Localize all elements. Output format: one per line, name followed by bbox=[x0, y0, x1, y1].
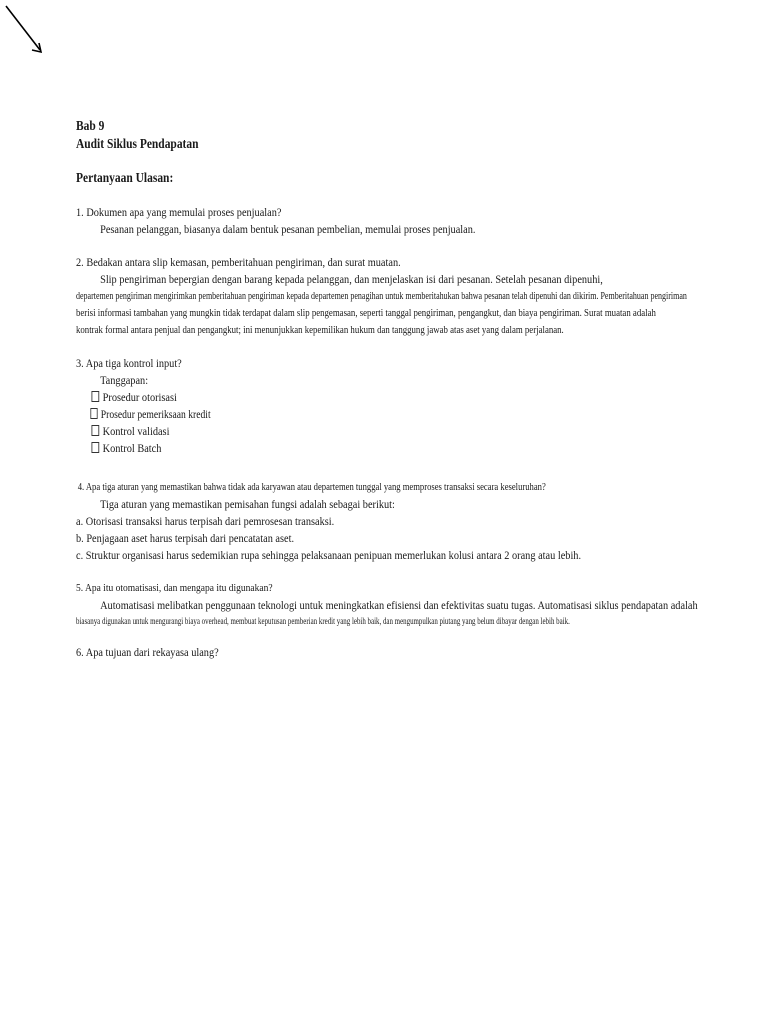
list-item: b. Penjagaan aset harus terpisah dari pencatatan aset. bbox=[76, 531, 295, 545]
checkbox-icon bbox=[90, 408, 97, 419]
question-1: 1. Dokumen apa yang memulai proses penjualan? bbox=[76, 205, 282, 219]
list-item: Kontrol Batch bbox=[76, 440, 668, 457]
answer-1: Pesanan pelanggan, biasanya dalam bentuk pesanan pembelian, memulai proses penjualan. bbox=[100, 222, 476, 236]
list-item: Prosedur pemeriksaan kredit bbox=[76, 406, 626, 423]
question-2: 2. Bedakan antara slip kemasan, pemberitahuan pengiriman, dan surat muatan. bbox=[76, 255, 401, 269]
chapter-title: Audit Siklus Pendapatan bbox=[76, 137, 199, 152]
checkbox-icon bbox=[91, 425, 99, 436]
answer-2-line-3: berisi informasi tambahan yang mungkin tidak terdapat dalam slip pengemasan, seperti tanggal pengiriman, pengangkut, dan biaya pengiriman. Surat muatan adalah bbox=[76, 308, 656, 319]
question-6: 6. Apa tujuan dari rekayasa ulang? bbox=[76, 645, 219, 659]
answer-5-line-1: Automatisasi melibatkan penggunaan teknologi untuk meningkatkan efisiensi dan efektivitas suatu tugas. Automatisasi siklus pendapatan adalah bbox=[100, 598, 698, 612]
cursor-arrow-icon bbox=[4, 4, 46, 56]
answer-4-intro: Tiga aturan yang memastikan pemisahan fungsi adalah sebagai berikut: bbox=[100, 497, 395, 511]
response-label: Tanggapan: bbox=[100, 373, 149, 387]
chapter-number: Bab 9 bbox=[76, 119, 105, 134]
list-item: Kontrol validasi bbox=[76, 423, 668, 440]
checkbox-icon bbox=[91, 391, 99, 402]
answer-2-line-2: departemen pengiriman mengirimkan pemberitahuan pengiriman kepada departemen penagihan untuk memberitahukan bahwa pesanan telah dipenuhi dan dikirim. Pemberitahuan pengiriman bbox=[76, 291, 687, 302]
list-item: c. Struktur organisasi harus sedemikian rupa sehingga pelaksanaan penipuan memerlukan kolusi antara 2 orang atau lebih. bbox=[76, 548, 582, 562]
document-content bbox=[76, 118, 764, 661]
question-5: 5. Apa itu otomatisasi, dan mengapa itu digunakan? bbox=[76, 583, 273, 594]
answer-2-line-4: kontrak formal antara penjual dan pengangkut; ini menunjukkan kepemilikan hukum dan tanggung jawab atas aset yang dalam perjalanan. bbox=[76, 325, 564, 336]
answer-2-line-1: Slip pengiriman bepergian dengan barang kepada pelanggan, dan menjelaskan isi dari pesanan. Setelah pesanan dipenuhi, bbox=[100, 272, 603, 286]
answer-5-line-2: biasanya digunakan untuk mengurangi biaya overhead, membuat keputusan pemberian kredit yang lebih baik, dan mengumpulkan piutang yang belum dibayar dengan lebih baik. bbox=[76, 616, 570, 626]
question-3: 3. Apa tiga kontrol input? bbox=[76, 356, 182, 370]
checkbox-icon bbox=[91, 442, 99, 453]
list-item: a. Otorisasi transaksi harus terpisah dari pemrosesan transaksi. bbox=[76, 514, 335, 528]
question-4: 4. Apa tiga aturan yang memastikan bahwa tidak ada karyawan atau departemen tunggal yang memproses transaksi secara keseluruhan? bbox=[77, 482, 546, 493]
section-title: Pertanyaan Ulasan: bbox=[76, 171, 174, 186]
list-item: Prosedur otorisasi bbox=[76, 389, 668, 406]
